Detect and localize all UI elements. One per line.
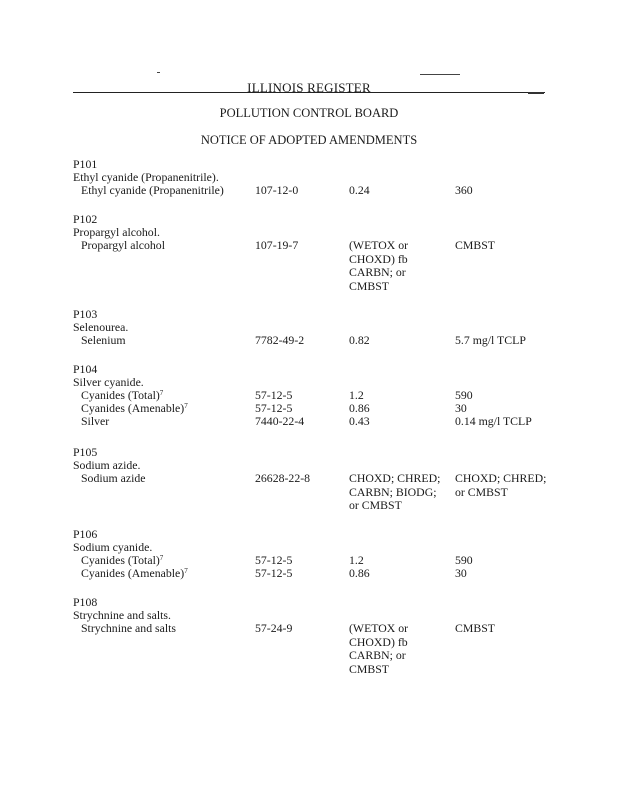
nonwastewater-standard: 30 (455, 401, 467, 415)
waste-entry (73, 308, 573, 347)
constituent-name: Strychnine and salts (81, 621, 177, 635)
waste-entry (73, 158, 573, 197)
constituent-row (73, 567, 573, 580)
waste-entry (73, 446, 573, 513)
scan-mark (420, 74, 460, 75)
constituent-name: Cyanides (Total)$^7$ (81, 553, 164, 567)
scan-mark (157, 72, 160, 73)
cas-number: 57-12-5 (255, 388, 293, 402)
wastewater-standard: 0.24 (349, 183, 370, 197)
wastewater-standard: 0.82 (349, 333, 370, 347)
constituent-row (73, 472, 573, 513)
waste-code: P102 (73, 212, 98, 226)
constituent-row (73, 184, 573, 197)
nonwastewater-standard: 0.14 mg/l TCLP (455, 414, 532, 428)
cas-number: 107-19-7 (255, 238, 299, 252)
constituent-name: Cyanides (Amenable)$^7$ (81, 566, 188, 580)
waste-description: Ethyl cyanide (Propanenitrile). (73, 170, 219, 184)
constituent-row (73, 622, 573, 677)
nonwastewater-standard: 30 (455, 566, 467, 580)
nonwastewater-standard: 590 (455, 553, 473, 567)
constituent-name: Cyanides (Amenable)$^7$ (81, 401, 188, 415)
waste-entry (73, 596, 573, 677)
nonwastewater-standard: CHOXD; CHRED; or CMBST (455, 471, 547, 499)
waste-code: P101 (73, 157, 98, 171)
wastewater-standard: 0.86 (349, 566, 370, 580)
waste-code: P103 (73, 307, 98, 321)
waste-description: Propargyl alcohol. (73, 225, 160, 239)
register-title: ILLINOIS REGISTER (247, 80, 371, 95)
nonwastewater-standard: 5.7 mg/l TCLP (455, 333, 526, 347)
waste-code: P104 (73, 362, 98, 376)
cas-number: 57-12-5 (255, 401, 293, 415)
cas-number: 26628-22-8 (255, 471, 311, 485)
wastewater-standard: 0.86 (349, 401, 370, 415)
cas-number: 7440-22-4 (255, 414, 305, 428)
waste-description: Strychnine and salts. (73, 608, 171, 622)
board-title: POLLUTION CONTROL BOARD (219, 106, 399, 120)
nonwastewater-standard: CMBST (455, 621, 495, 635)
constituent-name: Cyanides (Total)$^7$ (81, 388, 164, 402)
cas-number: 107-12-0 (255, 183, 299, 197)
wastewater-standard: 1.2 (349, 553, 364, 567)
constituent-row (73, 239, 573, 294)
header-rule (73, 92, 545, 93)
notice-title: NOTICE OF ADOPTED AMENDMENTS (200, 133, 418, 147)
constituent-name: Selenium (81, 333, 126, 347)
waste-entry (73, 528, 573, 580)
constituent-name: Silver (81, 414, 110, 428)
cas-number: 57-24-9 (255, 621, 293, 635)
waste-description: Sodium cyanide. (73, 540, 153, 554)
waste-entry (73, 213, 573, 294)
wastewater-standard: 1.2 (349, 388, 364, 402)
waste-entry (73, 363, 573, 428)
waste-description: Sodium azide. (73, 458, 141, 472)
waste-description: Selenourea. (73, 320, 129, 334)
wastewater-standard: (WETOX or CHOXD) fb CARBN; or CMBST (349, 238, 409, 294)
waste-description: Silver cyanide. (73, 375, 144, 389)
nonwastewater-standard: 360 (455, 183, 473, 197)
footnote-marker: 7 (159, 554, 164, 562)
constituent-row (73, 334, 573, 347)
wastewater-standard: CHOXD; CHRED; CARBN; BIODG; or CMBST (349, 471, 441, 513)
constituent-name: Ethyl cyanide (Propanenitrile) (81, 183, 224, 197)
scan-mark (528, 92, 544, 94)
nonwastewater-standard: CMBST (455, 238, 495, 252)
constituent-name: Sodium azide (81, 471, 146, 485)
constituent-row (73, 415, 573, 428)
wastewater-standard: (WETOX or CHOXD) fb CARBN; or CMBST (349, 621, 409, 677)
constituent-name: Propargyl alcohol (81, 238, 165, 252)
nonwastewater-standard: 590 (455, 388, 473, 402)
cas-number: 7782-49-2 (255, 333, 305, 347)
cas-number: 57-12-5 (255, 553, 293, 567)
wastewater-standard: 0.43 (349, 414, 370, 428)
waste-code: P105 (73, 445, 98, 459)
cas-number: 57-12-5 (255, 566, 293, 580)
waste-code: P106 (73, 527, 98, 541)
footnote-marker: 7 (184, 567, 188, 575)
footnote-marker: 7 (159, 389, 164, 397)
footnote-marker: 7 (184, 402, 188, 410)
waste-code: P108 (73, 595, 98, 609)
